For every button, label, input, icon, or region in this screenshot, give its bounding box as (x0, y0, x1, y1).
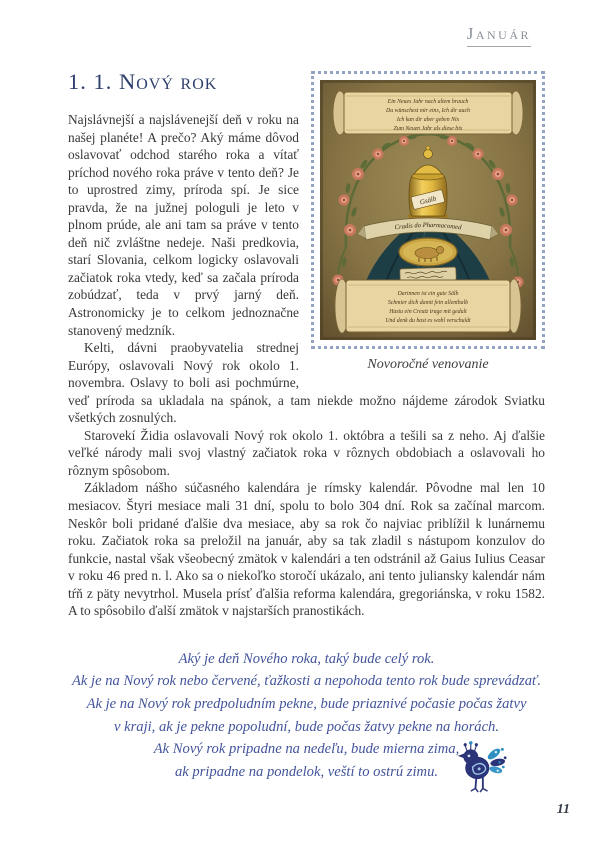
top-scroll-line-1: Ein Neues Jahr nach altem brauch (387, 99, 469, 105)
body-paragraph: Najslávnejší a najslávenejší deň v roku na našej planéte! A prečo? Aký máme dôvod oslavovať odchod starého roka a vítať príchod nového roka práve v tento deň? Je to uprostred zimy, príroda spí. Je sice pravda, že na južnej pologuli je leto v plnom prúde, ale ani tam sa práve v tento deň nič zvláštne nedeje. Naši predkovia, starí Slovania, celkom logicky oslavovali začiatok roka vtedy, keď sa začala príroda zobúdzať, teda v prvý jarný deň. Astronomicky je to celkom jednoznačne stanovený medzník. (68, 112, 299, 338)
proverbs-block (68, 648, 545, 784)
top-scroll (333, 91, 523, 135)
proverb-line: Ak je na Nový rok nebo červené, ťažkosti a nepohoda tento rok bude sprevádzať. (72, 673, 541, 690)
bottom-scroll (335, 279, 521, 333)
running-header (68, 24, 545, 47)
body-paragraph: Starovekí Židia oslavovali Nový rok okolo 1. októbra a tešili sa z neho. Aj ďalšie veľké národy mali svoj vlastný začiatok roka v rôznych obdobiach a oslavovali ho rôznym spôsobom. (68, 427, 545, 478)
folk-bird-illustration (455, 740, 507, 794)
proverb-line: Aký je deň Nového roka, taký bude celý rok. (178, 650, 435, 667)
proverb-line: Ak Nový rok pripadne na nedeľu, bude mierna zima, (153, 741, 460, 758)
bottom-scroll-line-4: Und denk du hast es wohl verschuldt (385, 318, 471, 324)
page-title: 1. 1. Nový rok (68, 69, 218, 94)
banner-text: Cradis do Pharmacomed (394, 221, 462, 232)
cartouche-animal (399, 238, 457, 266)
proverb-line: v kraji, ak je pekne popoludní, bude počas žatvy pekne na horách. (113, 718, 499, 735)
page-number: 11 (556, 802, 570, 817)
body-paragraph: Kelti, dávni praobyvatelia strednej Európy, oslavovali Nový rok okolo 1. novembra. Oslavy to boli asi pochmúrne, veď príroda sa ukladala na spánok, a tam niekde možno nájdeme zárodok Sviatku všetkých zosnulých. (68, 340, 545, 426)
chapter-header: Január (467, 24, 531, 47)
proverb-line: Ak je na Nový rok predpoludním pekne, bude priaznivé počasie počas žatvy (86, 696, 527, 713)
proverb-line: ak pripadne na pondelok, veští to ostrú zimu. (174, 763, 439, 780)
painting-frame (311, 71, 545, 349)
bottom-scroll-line-2: Schmier dich damit fein allenthalb (387, 300, 469, 306)
figure-painting (311, 71, 545, 374)
painting-novorocne-venovanie (320, 80, 536, 340)
bottom-scroll-line-3: Hastu ein Creutz trage mit gedult (389, 309, 467, 315)
jar-label-text: Gsälb (419, 194, 438, 207)
top-scroll-line-3: Ich kan dir aber geben Nix (396, 117, 460, 123)
body-paragraph: Základom nášho súčasného kalendára je rímsky kalendár. Pôvodne mal len 10 mesiacov. Štyri mesiace mali 31 dní, spolu to bolo 304 dní. Rok sa začínal marcom. Neskôr boli pridané ďalšie dva mesiace, aby sa rok čo najviac priblížil k lunárnemu roku. Začiatok roka sa preložil na január, aby sa tak zladil s nástupom konzulov do funkcie, nastal však všeobecný zmätok v kalendári a ten odstránil až Gaius Iulius Ceasar v roku 46 pred n. l. Ako sa o niekoľko storočí ukázalo, ani tento juliansky kalendár nám tŕň z päty nevytrhol. Musela prísť ďalšia reforma kalendára, gregoriánska, v roku 1582. A to spôsobilo ďalší zmätok v najstarších pranostikách. (68, 480, 545, 619)
figure-caption: Novoročné venovanie (367, 357, 489, 372)
top-scroll-line-2: Du wünschest mir eins, Ich dir auch (386, 108, 470, 114)
top-scroll-line-4: Zum Neuen Jahr als diese bix (393, 126, 463, 132)
bottom-scroll-line-1: Darinnen ist ein gute Sälb (397, 291, 459, 297)
